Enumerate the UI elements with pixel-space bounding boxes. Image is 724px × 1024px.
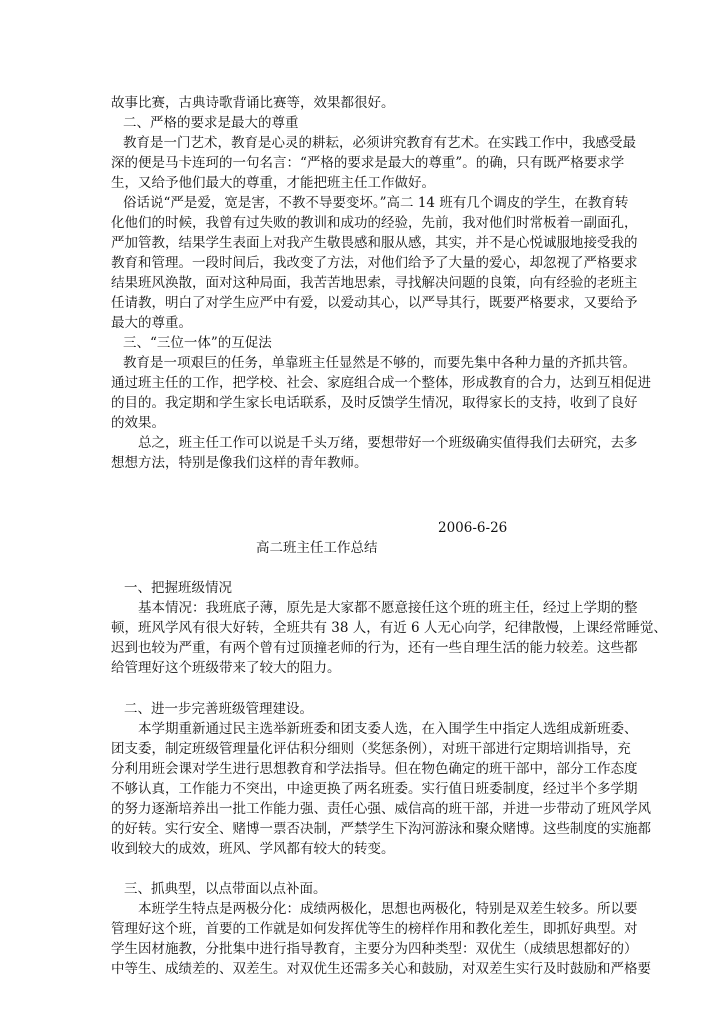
paragraph-line: 的努力逐渐培养出一批工作能力强、责任心强、威信高的班干部，并进一步带动了班风学风 (111, 801, 651, 817)
paragraph-line: 想想方法，特别是像我们这样的青年教师。 (111, 455, 368, 471)
paragraph-line: 教育是一门艺术，教育是心灵的耕耘，必须讲究教育有艺术。在实践工作中，我感受最 (123, 135, 636, 151)
paragraph-line: 不够认真，工作能力不突出，中途更换了两名班委。实行值日班委制度，经过半个多学期 (111, 781, 638, 797)
paragraph-line: 分利用班会课对学生进行思想教育和学法指导。但在物色确定的班干部中，部分工作态度 (111, 761, 638, 777)
section-heading: 二、严格的要求是最大的尊重 (123, 115, 299, 131)
document-title: 高二班主任工作总结 (256, 540, 378, 556)
paragraph-line: 任请教，明白了对学生应严中有爱，以爱动其心，以严导其行，既要严格要求，又要给予 (111, 295, 638, 311)
paragraph-line: 本班学生特点是两极分化：成绩两极化，思想也两极化，特别是双差生较多。所以要 (138, 901, 638, 917)
paragraph-line: 本学期重新通过民主选举新班委和团支委人选，在入围学生中指定人选组成新班委、 (138, 721, 638, 737)
paragraph-line: 通过班主任的工作，把学校、社会、家庭组合成一个整体，形成教育的合力，达到互相促进 (111, 375, 651, 391)
document-date: 2006-6-26 (438, 520, 508, 536)
paragraph-line: 收到较大的成效，班风、学风都有较大的转变。 (111, 841, 395, 857)
paragraph-line: 顿，班风学风有很大好转，全班共有 38 人，有近 6 人无心向学，纪律散慢，上课经常睡觉、 (111, 620, 667, 636)
paragraph-line: 基本情况：我班底子薄，原先是大家都不愿意接任这个班的班主任，经过上学期的整 (138, 600, 638, 616)
paragraph-line: 结果班风涣散，面对这种局面，我苦苦地思索，寻找解决问题的良策，向有经验的老班主 (111, 275, 638, 291)
paragraph-line: 的好转。实行安全、赌博一票否决制，严禁学生下沟河游泳和聚众赌博。这些制度的实施都 (111, 821, 651, 837)
section-heading: 三、抓典型，以点带面以点补面。 (124, 881, 327, 897)
paragraph-line: 中等生、成绩差的、双差生。对双优生还需多关心和鼓励，对双差生实行及时鼓励和严格要 (111, 961, 651, 977)
paragraph-line: 迟到也较为严重，有两个曾有过顶撞老师的行为，还有一些自理生活的能力较差。这些都 (111, 640, 638, 656)
paragraph-line: 团支委，制定班级管理量化评估积分细则（奖惩条例），对班干部进行定期培训指导，充 (111, 741, 631, 757)
paragraph-line: 生，又给予他们最大的尊重，才能把班主任工作做好。 (111, 175, 435, 191)
section-heading: 二、进一步完善班级管理建设。 (124, 701, 313, 717)
paragraph-line: 俗话说“严是爱，宽是害，不教不导要变坏。”高二 14 班有几个调皮的学生，在教育转 (123, 195, 629, 211)
paragraph-line: 深的便是马卡连珂的一句名言：“严格的要求是最大的尊重”。的确，只有既严格要求学 (111, 155, 625, 171)
paragraph-line: 严加管教，结果学生表面上对我产生敬畏感和服从感，其实，并不是心悦诚服地接受我的 (111, 235, 638, 251)
paragraph-line: 教育和管理。一段时间后，我改变了方法，对他们给予了大量的爱心，却忽视了严格要求 (111, 255, 638, 271)
paragraph-line: 的效果。 (111, 415, 165, 431)
paragraph-line: 给管理好这个班级带来了较大的阻力。 (111, 660, 341, 676)
paragraph-line: 化他们的时候，我曾有过失败的教训和成功的经验，先前，我对他们时常板着一副面孔， (111, 215, 638, 231)
section-heading: 三、“三位一体”的互促法 (123, 335, 272, 351)
paragraph-line: 故事比赛，古典诗歌背诵比赛等，效果都很好。 (111, 95, 395, 111)
paragraph-line: 总之，班主任工作可以说是千头万绪，要想带好一个班级确实值得我们去研究，去多 (138, 435, 638, 451)
paragraph-line: 学生因材施教，分批集中进行指导教育，主要分为四种类型：双优生（成绩思想都好的） (111, 941, 638, 957)
paragraph-line: 管理好这个班，首要的工作就是如何发挥优等生的榜样作用和教化差生，即抓好典型。对 (111, 921, 638, 937)
paragraph-line: 最大的尊重。 (111, 315, 192, 331)
section-heading: 一、把握班级情况 (124, 580, 232, 596)
paragraph-line: 教育是一项艰巨的任务，单靠班主任显然是不够的，而要先集中各种力量的齐抓共管。 (123, 355, 636, 371)
paragraph-line: 的目的。我定期和学生家长电话联系，及时反馈学生情况，取得家长的支持，收到了良好 (111, 395, 638, 411)
